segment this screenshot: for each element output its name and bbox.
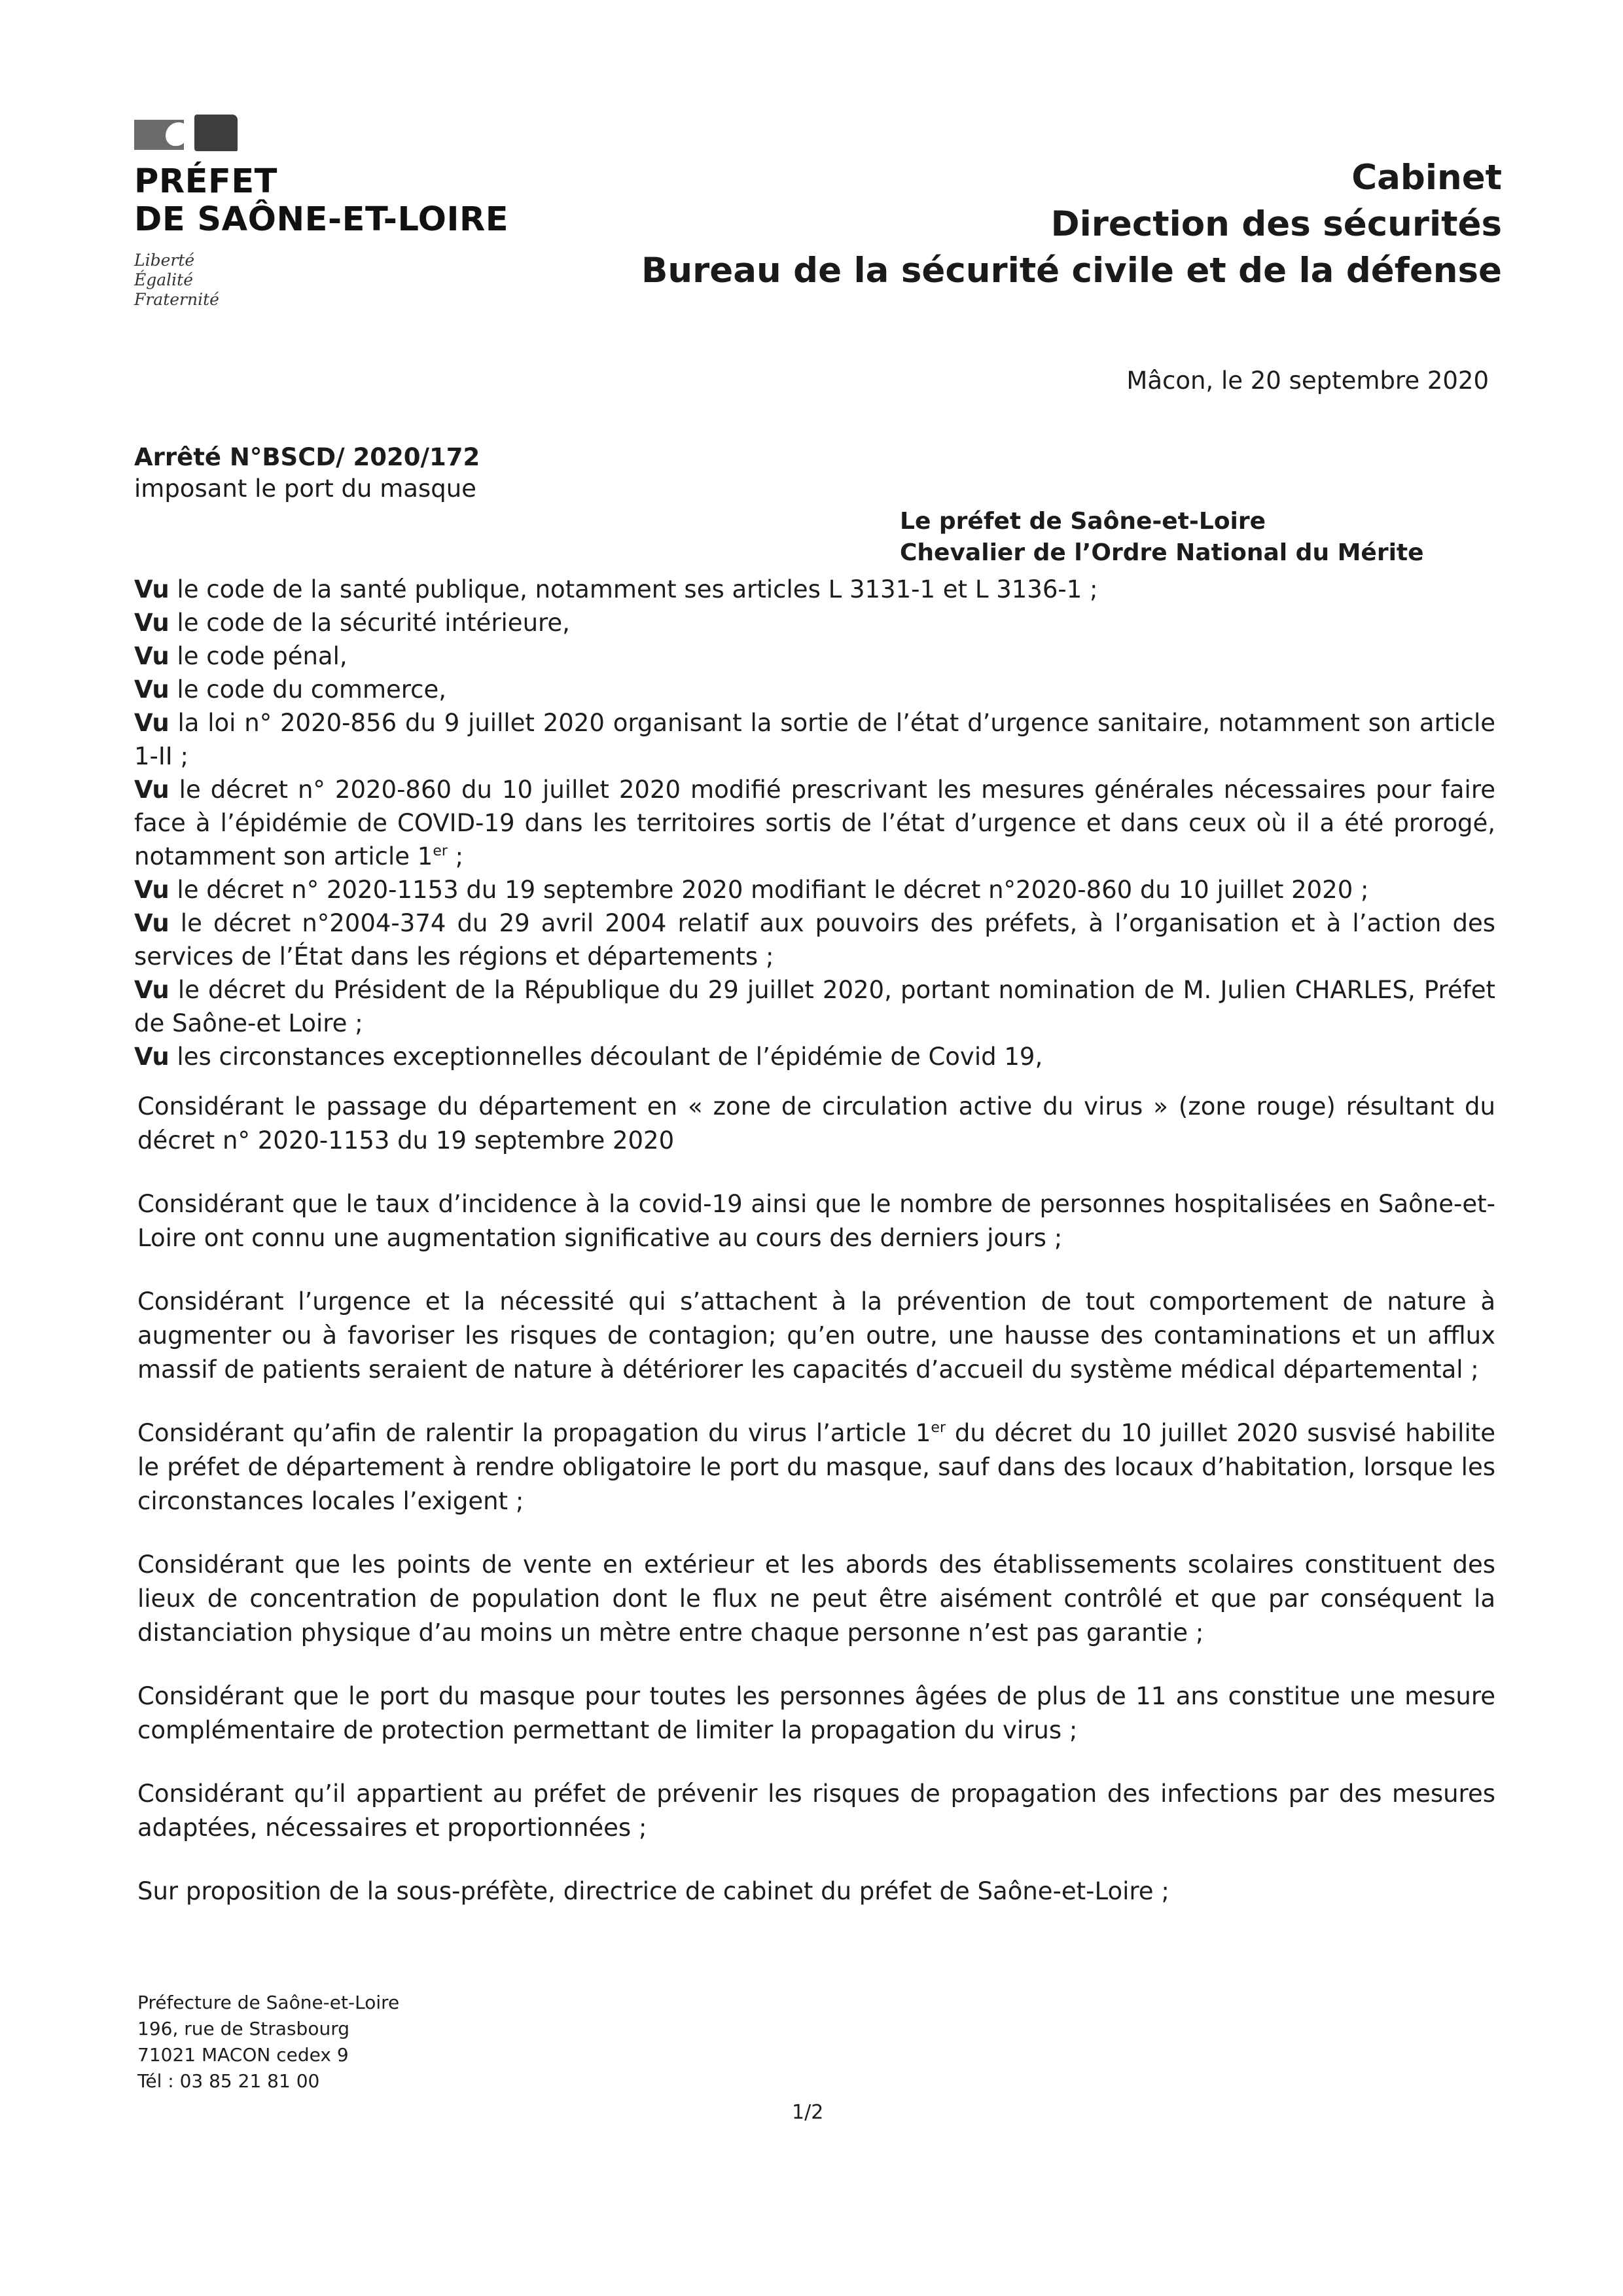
considerant-paragraph: Considérant que le port du masque pour toutes les personnes âgées de plus de 11 ans constitue une mesure complémentaire de protection permettant de limiter la propagation du virus ;: [137, 1682, 1495, 1744]
vu-label: Vu: [134, 675, 169, 704]
visa-item: Vu le décret n°2004-374 du 29 avril 2004 relatif aux pouvoirs des préfets, à l’organisation et à l’action des services de l’État dans les régions et départements ;: [134, 909, 1495, 971]
motto-fraternite: Fraternité: [134, 290, 219, 309]
superscript-er: er: [931, 1420, 946, 1436]
visa-item: Vu le code de la santé publique, notamment ses articles L 3131-1 et L 3136-1 ;: [134, 575, 1098, 603]
visa-item: Vu la loi n° 2020-856 du 9 juillet 2020 organisant la sortie de l’état d’urgence sanitaire, notamment son article 1-II ;: [134, 709, 1495, 770]
arrete-subject: imposant le port du masque: [134, 475, 476, 503]
prefet-title-line-1: Le préfet de Saône-et-Loire: [900, 508, 1266, 535]
superscript-er: er: [433, 843, 448, 859]
address-phone: Tél : 03 85 21 81 00: [137, 2070, 320, 2092]
vu-label: Vu: [134, 876, 169, 904]
visa-item: Vu le décret n° 2020-860 du 10 juillet 2020 modifié prescrivant les mesures générales nécessaires pour faire face à l’épidémie de COVID-19 dans les territoires sortis de l’état d’urgence et dans ceux où il a été prorogé, notamment son article 1er ;: [134, 776, 1495, 870]
service-direction: Direction des sécurités: [1050, 204, 1502, 244]
visa-item: Vu le décret n° 2020-1153 du 19 septembre 2020 modifiant le décret n°2020-860 du 10 juillet 2020 ;: [134, 876, 1369, 904]
republic-motto: [134, 251, 508, 310]
service-cabinet: Cabinet: [1351, 158, 1502, 198]
address-line: 71021 MACON cedex 9: [137, 2044, 349, 2066]
vu-label: Vu: [134, 709, 169, 737]
considerants-list: [137, 1090, 1495, 1938]
considerant-paragraph: Considérant le passage du département en « zone de circulation active du virus » (zone rouge) résultant du décret n° 2020-1153 du 19 septembre 2020: [137, 1092, 1495, 1155]
motto-liberte: Liberté: [134, 251, 195, 270]
visas-list: [134, 573, 1495, 1073]
service-bureau: Bureau de la sécurité civile et de la défense: [641, 251, 1502, 291]
visa-item: Vu les circonstances exceptionnelles découlant de l’épidémie de Covid 19,: [134, 1043, 1043, 1071]
vu-label: Vu: [134, 575, 169, 603]
vu-label: Vu: [134, 909, 169, 937]
considerant-paragraph: Considérant qu’afin de ralentir la propagation du virus l’article 1er du décret du 10 juillet 2020 susvisé habilite le préfet de département à rendre obligatoire le port du masque, sauf dans des locaux d’habitation, lorsque les circonstances locales l’exigent ;: [137, 1419, 1496, 1515]
arrete-heading: [134, 442, 480, 505]
considerant-paragraph: Considérant l’urgence et la nécessité qui s’attachent à la prévention de tout comportement de nature à augmenter ou à favoriser les risques de contagion; qu’en outre, une hausse des contaminations et un afflux massif de patients seraient de nature à détériorer les capacités d’accueil du système médical départemental ;: [137, 1287, 1495, 1384]
prefet-title-line-2: Chevalier de l’Ordre National du Mérite: [900, 539, 1424, 566]
visa-item: Vu le décret du Président de la République du 29 juillet 2020, portant nomination de M. Julien CHARLES, Préfet de Saône-et Loire ;: [134, 976, 1495, 1037]
document-date: Mâcon, le 20 septembre 2020: [1126, 367, 1489, 395]
vu-label: Vu: [134, 776, 169, 804]
marianne-logo-icon: [134, 115, 239, 151]
prefecture-address: [137, 1990, 399, 2094]
visa-item: Vu le code de la sécurité intérieure,: [134, 609, 570, 637]
vu-label: Vu: [134, 642, 169, 670]
address-line: 196, rue de Strasbourg: [137, 2018, 349, 2039]
vu-label: Vu: [134, 1043, 169, 1071]
considerant-paragraph: Considérant que le taux d’incidence à la covid-19 ainsi que le nombre de personnes hospitalisées en Saône-et-Loire ont connu une augmentation significative au cours des derniers jours ;: [137, 1190, 1495, 1252]
considerant-paragraph: Considérant qu’il appartient au préfet de prévenir les risques de propagation des infections par des mesures adaptées, nécessaires et proportionnées ;: [137, 1780, 1495, 1842]
address-line: Préfecture de Saône-et-Loire: [137, 1992, 400, 2013]
prefet-name: PRÉFET DE SAÔNE-ET-LOIRE: [134, 162, 509, 239]
visa-item: Vu le code pénal,: [134, 642, 348, 670]
arrete-number: Arrêté N°BSCD/ 2020/172: [134, 443, 480, 471]
motto-egalite: Égalité: [134, 270, 193, 289]
vu-label: Vu: [134, 976, 169, 1004]
prefecture-logo: [134, 115, 508, 310]
proposition-paragraph: Sur proposition de la sous-préfète, directrice de cabinet du préfet de Saône-et-Loire ;: [137, 1877, 1169, 1905]
considerant-paragraph: Considérant que les points de vente en extérieur et les abords des établissements scolaires constituent des lieux de concentration de population dont le flux ne peut être aisément contrôlé et que par conséquent la distanciation physique d’au moins un mètre entre chaque personne n’est pas garantie ;: [137, 1551, 1495, 1647]
visa-item: Vu le code du commerce,: [134, 675, 447, 704]
service-heading: [641, 154, 1502, 294]
page-number: 1/2: [792, 2101, 824, 2124]
prefet-title: [900, 506, 1424, 569]
vu-label: Vu: [134, 609, 169, 637]
